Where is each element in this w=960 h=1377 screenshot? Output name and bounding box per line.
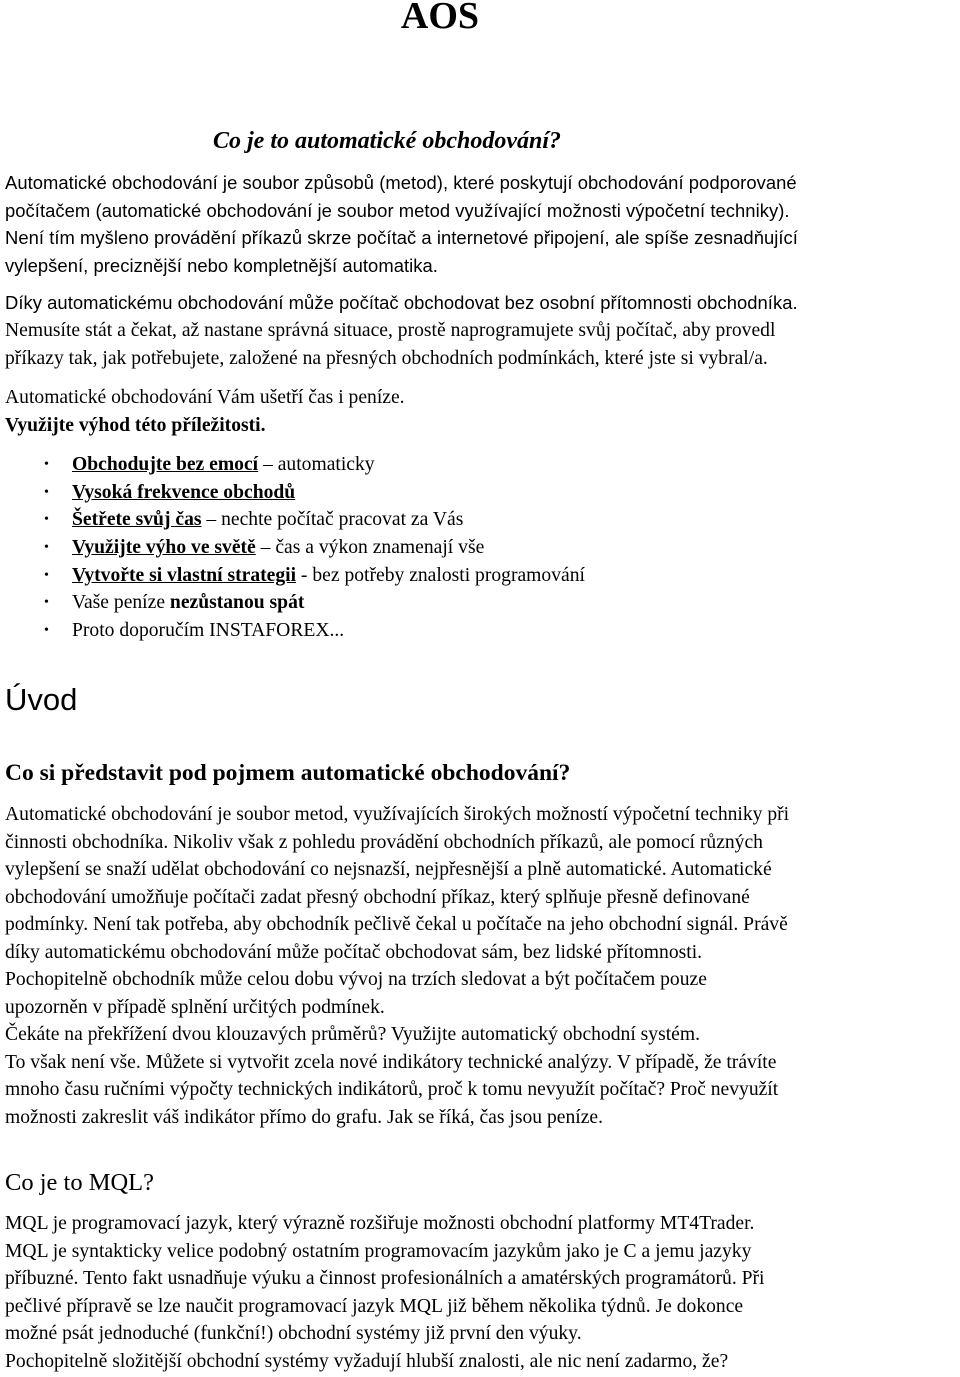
list-item-text: Vaše peníze (72, 592, 170, 613)
bullet-icon: • (44, 568, 49, 583)
body-line: upozorněn v případě splnění určitých podmínek. (5, 997, 385, 1018)
body-line: vylepšení se snaží udělat obchodování co nejsnazší, nejpřesnější a plně automatické. Automatické (5, 859, 772, 880)
body-line: možné psát jednoduché (funkční!) obchodní systémy již první den výuky. (5, 1323, 582, 1344)
body-line: Čekáte na překřížení dvou klouzavých průměrů? Využijte automatický obchodní systém. (5, 1024, 701, 1045)
intro-line: Automatické obchodování je soubor způsobů (metod), které poskytují obchodování podporované (5, 172, 797, 193)
list-item-text: Proto doporučím INSTAFOREX... (72, 620, 345, 641)
intro-line: počítačem (automatické obchodování je soubor metod využívající možnosti výpočetní techniky). (5, 200, 790, 221)
list-item-text: – nechte počítač pracovat za Vás (201, 509, 464, 530)
body-line: To však není vše. Můžete si vytvořit zcela nové indikátory technické analýzy. V případě, že trávíte (5, 1052, 777, 1073)
bullet-icon: • (44, 540, 49, 555)
intro-line: Není tím myšleno provádění příkazů skrze počítač a internetové připojení, ale spíše zesnadňující (5, 227, 798, 248)
intro-line: Nemusíte stát a čekat, až nastane správná situace, prostě naprogramujete svůj počítač, aby provedl (5, 320, 776, 341)
list-item-bold: Vytvořte si vlastní strategii (72, 565, 297, 586)
body-line: mnoho času ručními výpočty technických indikátorů, proč k tomu nevyužít počítač? Proč nevyužít (5, 1079, 779, 1100)
list-item-bold: Využijte výho ve světě (72, 537, 256, 558)
intro-line: Díky automatickému obchodování může počítač obchodovat bez osobní přítomnosti obchodníka. (5, 292, 798, 313)
list-item-text: – čas a výkon znamenají vše (255, 537, 485, 558)
list-item-bold: nezůstanou spát (169, 592, 305, 613)
intro-emphasis: Využijte výhod této příležitosti. (5, 415, 266, 436)
body-line: díky automatickému obchodování může počítač obchodovat sám, bez lidské přítomnosti. (5, 942, 703, 963)
document-subtitle: Co je to automatické obchodování? (213, 128, 561, 154)
body-line: Pochopitelně obchodník může celou dobu vývoj na trzích sledovat a být počítačem pouze (5, 969, 707, 990)
body-line: možnosti zakreslit váš indikátor přímo do grafu. Jak se říká, čas jsou peníze. (5, 1107, 603, 1128)
body-line: Pochopitelně složitější obchodní systémy vyžadují hlubší znalosti, ale nic není zadarmo, že? (5, 1351, 729, 1372)
body-line: pečlivé přípravě se lze naučit programovací jazyk MQL již během několika týdnů. Je dokonce (5, 1296, 744, 1317)
intro-line: vylepšení, preciznější nebo kompletnější automatika. (5, 255, 438, 276)
intro-line: příkazy tak, jak potřebujete, založené na přesných obchodních podmínkách, které jste si vybral/a. (5, 348, 768, 369)
body-line: MQL je syntakticky velice podobný ostatním programovacím jazykům jako je C a jemu jazyky (5, 1241, 752, 1262)
section-subheading: Co si představit pod pojmem automatické obchodování? (5, 760, 571, 786)
list-item-bold: Šetřete svůj čas (72, 509, 202, 530)
body-line: podmínky. Není tak potřeba, aby obchodník pečlivě čekal u počítače na jeho obchodní signál. Právě (5, 914, 788, 935)
list-item-text: - bez potřeby znalosti programování (296, 565, 585, 586)
body-line: obchodování umožňuje počítači zadat přesný obchodní příkaz, který splňuje přesně definované (5, 887, 750, 908)
section-heading-mql: Co je to MQL? (5, 1169, 155, 1196)
bullet-icon: • (44, 512, 49, 527)
body-line: MQL je programovací jazyk, který výrazně rozšiřuje možnosti obchodní platformy MT4Trader. (5, 1213, 755, 1234)
body-line: Automatické obchodování je soubor metod, využívajících širokých možností výpočetní techniky při (5, 804, 790, 825)
list-item-bold: Vysoká frekvence obchodů (72, 482, 296, 503)
bullet-icon: • (44, 457, 49, 472)
body-line: příbuzné. Tento fakt usnadňuje výuku a činnost profesionálních a amatérských programátorů. Při (5, 1268, 765, 1289)
body-line: činnosti obchodníka. Nikoliv však z pohledu provádění obchodních příkazů, ale pomocí různých (5, 832, 763, 853)
bullet-icon: • (44, 595, 49, 610)
document-title: AOS (400, 0, 480, 37)
list-item-bold: Obchodujte bez emocí (72, 454, 259, 475)
bullet-icon: • (44, 623, 49, 638)
intro-line: Automatické obchodování Vám ušetří čas i peníze. (5, 387, 405, 408)
section-heading-uvod: Úvod (5, 682, 78, 717)
list-item-text: – automaticky (258, 454, 375, 475)
bullet-icon: • (44, 485, 49, 500)
